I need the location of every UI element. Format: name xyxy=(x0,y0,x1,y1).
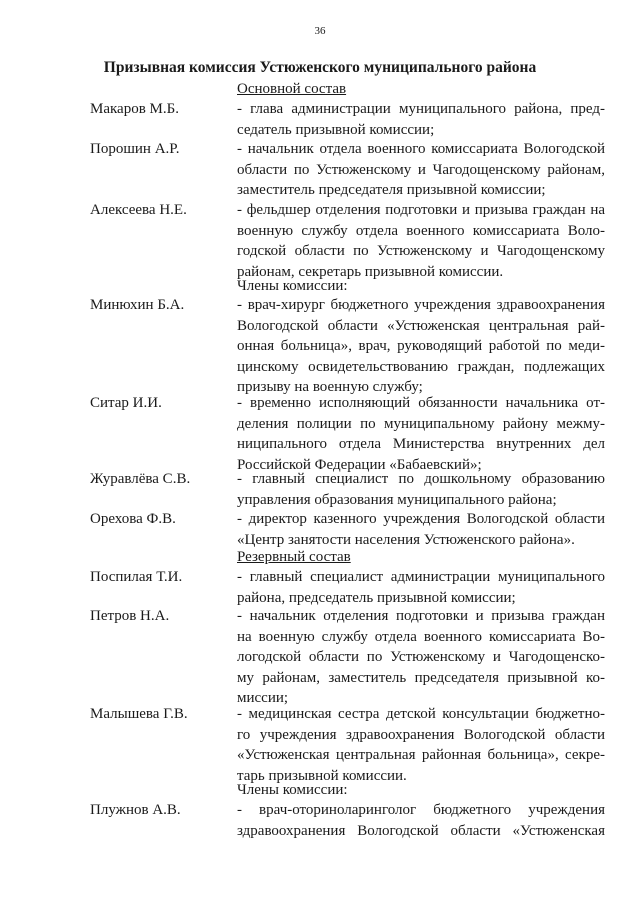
member-entry xyxy=(90,800,605,841)
member-entry xyxy=(90,469,605,510)
member-description: - врач-хирург бюджетного учреждения здравоохранения Вологодской области «Устюженская центральная рай- онная больница», врач, руководящий работой по меди- цинскому освидетельствованию граждан, подлежащих призыву на военную службу; xyxy=(237,297,605,395)
member-name: Порошин А.Р. xyxy=(90,141,180,157)
member-name: Алексеева Н.Е. xyxy=(90,202,187,218)
member-name: Макаров М.Б. xyxy=(90,101,179,117)
member-name: Поспилая Т.И. xyxy=(90,569,183,585)
member-name: Журавлёва С.В. xyxy=(90,471,191,487)
section-reserve-members-heading: Члены комиссии: xyxy=(237,782,348,798)
member-entry xyxy=(90,606,605,709)
section-reserve-composition: Резервный состав xyxy=(237,549,351,565)
member-name: Малышева Г.В. xyxy=(90,706,188,722)
member-description: - фельдшер отделения подготовки и призыва граждан на военную службу отдела военного комиссариата Воло- годской области по Устюженскому и Чагодощенскому районам, секретарь призывной комиссии. xyxy=(237,202,605,280)
member-name: Орехова Ф.В. xyxy=(90,511,176,527)
member-description: - главный специалист администрации муниципального района, председатель призывной комиссии; xyxy=(237,569,605,606)
member-entry xyxy=(90,295,605,398)
member-entry xyxy=(90,509,605,550)
document-title: Призывная комиссия Устюженского муниципального района xyxy=(103,59,537,76)
member-entry xyxy=(90,99,605,140)
member-description: - начальник отдела военного комиссариата Вологодской области по Устюженскому и Чагодощенскому районам, заместитель председателя призывной комиссии; xyxy=(237,141,605,198)
member-entry xyxy=(90,704,605,786)
member-name: Минюхин Б.А. xyxy=(90,297,185,313)
member-description: - директор казенного учреждения Вологодской области «Центр занятости населения Устюженского района». xyxy=(237,511,605,548)
member-entry xyxy=(90,567,605,608)
member-description: - врач-оториноларинголог бюджетного учреждения здравоохранения Вологодской области «Устюженская xyxy=(237,802,605,839)
member-entry xyxy=(90,139,605,201)
member-entry xyxy=(90,393,605,475)
member-description: - временно исполняющий обязанности начальника от- деления полиции по муниципальному району межму- ниципального отдела Министерства внутренних дел Российской Федерации «Бабаевский»; xyxy=(237,395,605,473)
section-members-heading: Члены комиссии: xyxy=(237,278,348,294)
member-description: - главный специалист по дошкольному образованию управления образования муниципального района; xyxy=(237,471,605,508)
member-name: Плужнов А.В. xyxy=(90,802,181,818)
member-entry xyxy=(90,200,605,282)
page-number: 36 xyxy=(314,25,326,37)
member-description: - глава администрации муниципального района, пред- седатель призывной комиссии; xyxy=(237,101,605,138)
member-name: Ситар И.И. xyxy=(90,395,162,411)
member-description: - медицинская сестра детской консультации бюджетно- го учреждения здравоохранения Вологодской области «Устюженская центральная районная больница», секре- тарь призывной комиссии. xyxy=(237,706,605,784)
member-name: Петров Н.А. xyxy=(90,608,170,624)
member-description: - начальник отделения подготовки и призыва граждан на военную службу отдела военного комиссариата Во- логодской области по Устюженскому и Чагодощенско- му районам, заместитель председателя призывной ко- миссии; xyxy=(237,608,605,706)
section-main-composition: Основной состав xyxy=(237,81,347,97)
